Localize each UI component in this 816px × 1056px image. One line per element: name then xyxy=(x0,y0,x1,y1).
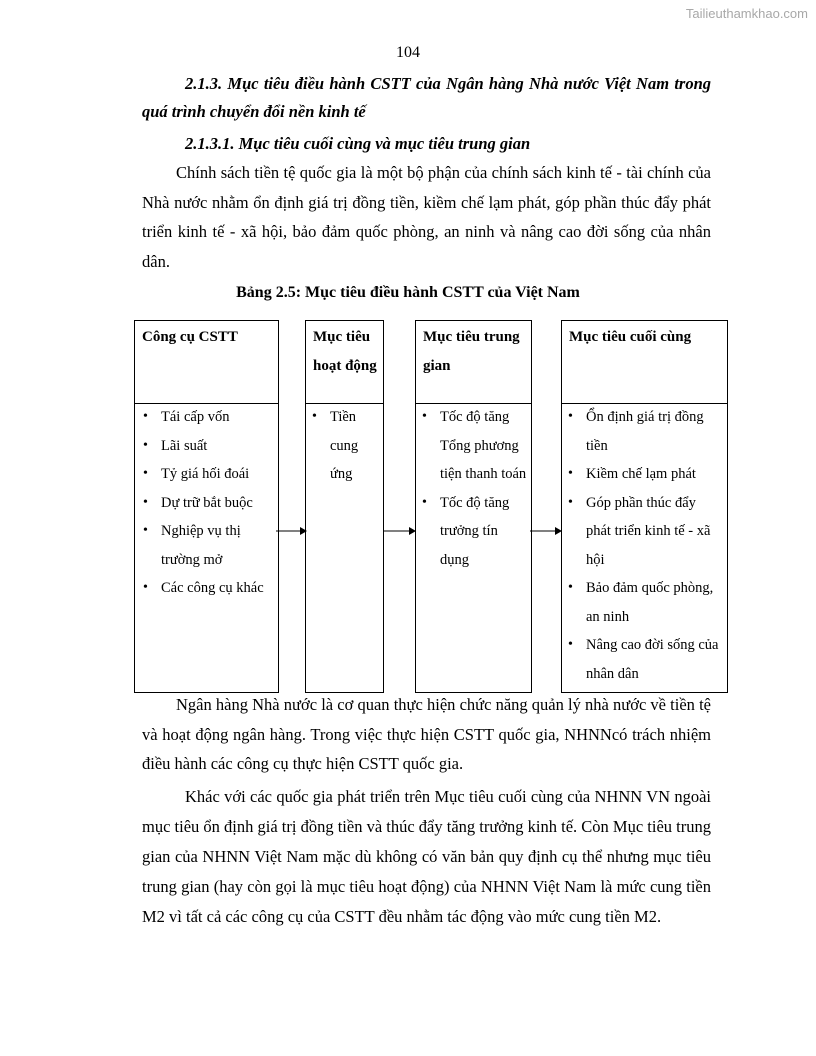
tools-header: Công cụ CSTT xyxy=(142,329,238,345)
section-heading: 2.1.3. Mục tiêu điều hành CSTT của Ngân hàng Nhà nước Việt Nam trong quá trình chuyển đổi nền kinh tế xyxy=(142,74,711,121)
tools-list xyxy=(140,403,274,603)
final-goal-header: Mục tiêu cuối cùng xyxy=(569,329,692,345)
list-item: • Lãi suất xyxy=(140,432,274,461)
operating-target-list xyxy=(309,403,380,489)
arrow-right-icon xyxy=(530,524,563,538)
intermediate-target-box xyxy=(415,320,532,693)
tools-box xyxy=(134,320,279,693)
list-item: • Tốc độ tăng Tổng phương tiện thanh toán xyxy=(419,403,527,489)
list-item: • Tỷ giá hối đoái xyxy=(140,460,274,489)
list-item: • Tiền cung ứng xyxy=(309,403,380,489)
list-item: • Nghiệp vụ thị trường mở xyxy=(140,517,274,574)
final-goal-list xyxy=(565,403,721,688)
operating-target-header: Mục tiêu hoạt động xyxy=(313,329,377,374)
list-item: • Tái cấp vốn xyxy=(140,403,274,432)
operating-target-box xyxy=(305,320,384,693)
paragraph-state-bank: Ngân hàng Nhà nước là cơ quan thực hiện chức năng quản lý nhà nước về tiền tệ và hoạt động ngân hàng. Trong việc thực hiện CSTT quốc gia, NHNNcó trách nhiệm điều hành các công cụ thực hiện CSTT quốc gia. xyxy=(142,695,711,773)
page-number: 104 xyxy=(396,44,420,61)
list-item: • Các công cụ khác xyxy=(140,574,274,603)
list-item: • Ổn định giá trị đồng tiền xyxy=(565,403,721,460)
list-item: • Tốc độ tăng trưởng tín dụng xyxy=(419,489,527,575)
list-item: • Kiềm chế lạm phát xyxy=(565,460,721,489)
final-goal-box xyxy=(561,320,728,693)
intermediate-target-list xyxy=(419,403,527,574)
list-item: • Bảo đảm quốc phòng, an ninh xyxy=(565,574,721,631)
arrow-right-icon xyxy=(383,524,417,538)
intermediate-target-header: Mục tiêu trung gian xyxy=(423,329,520,374)
watermark: Tailieuthamkhao.com xyxy=(685,6,808,21)
paragraph-intro: Chính sách tiền tệ quốc gia là một bộ phận của chính sách kinh tế - tài chính của Nhà nước nhằm ổn định giá trị đồng tiền, kiềm chế lạm phát, góp phần thúc đẩy phát triển kinh tế - xã hội, bảo đảm quốc phòng, an ninh và nâng cao đời sống của nhân dân. xyxy=(142,163,711,271)
list-item: • Góp phần thúc đẩy phát triển kinh tế - xã hội xyxy=(565,489,721,575)
list-item: • Nâng cao đời sống của nhân dân xyxy=(565,631,721,688)
arrow-right-icon xyxy=(276,524,308,538)
table-caption: Bảng 2.5: Mục tiêu điều hành CSTT của Việt Nam xyxy=(236,284,580,301)
paragraph-goals: Khác với các quốc gia phát triển trên Mục tiêu cuối cùng của NHNN VN ngoài mục tiêu ổn định giá trị đồng tiền và thúc đẩy tăng trưởng kinh tế. Còn Mục tiêu trung gian của NHNN Việt Nam mặc dù không có văn bản quy định cụ thể nhưng mục tiêu trung gian (hay còn gọi là mục tiêu hoạt động) của NHNN Việt Nam là mức cung tiền M2 vì tất cả các công cụ của CSTT đều nhằm tác động vào mức cung tiền M2. xyxy=(142,787,711,926)
subsection-heading: 2.1.3.1. Mục tiêu cuối cùng và mục tiêu trung gian xyxy=(185,134,531,153)
list-item: • Dự trữ bắt buộc xyxy=(140,489,274,518)
